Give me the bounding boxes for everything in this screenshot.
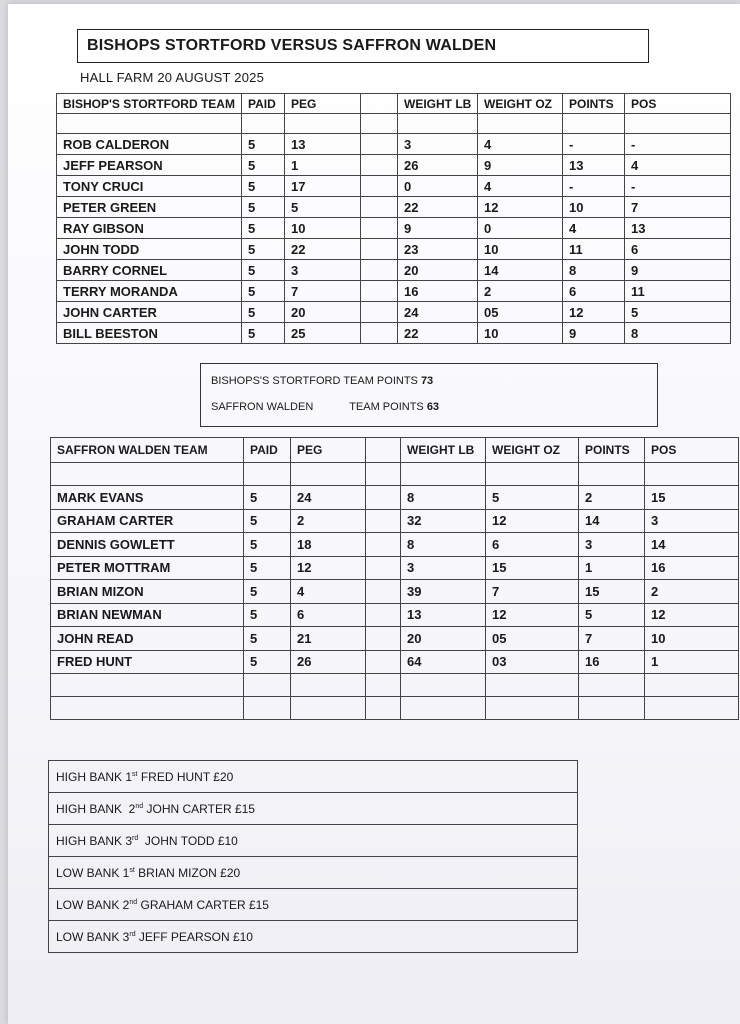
spacer-cell — [361, 239, 398, 260]
points-cell: - — [563, 176, 625, 197]
peg-cell: 18 — [291, 533, 366, 557]
paid-cell: 5 — [242, 134, 285, 155]
prize-category: LOW BANK 1 — [56, 865, 130, 880]
weight-oz-cell: 05 — [478, 302, 563, 323]
paid-cell: 5 — [244, 627, 291, 651]
weight-lb-cell: 9 — [398, 218, 478, 239]
points-cell: - — [563, 134, 625, 155]
paid-cell: 5 — [244, 509, 291, 533]
prize-row — [49, 889, 578, 921]
weight-lb-cell: 20 — [398, 260, 478, 281]
points-cell: 14 — [579, 509, 645, 533]
paid-cell: 5 — [244, 650, 291, 674]
prize-cell — [49, 857, 578, 889]
table-row — [51, 509, 739, 533]
prize-ordinal: rd — [129, 930, 136, 938]
prize-category: LOW BANK 3 — [56, 929, 130, 944]
prize-ordinal: nd — [135, 802, 144, 810]
prize-category: HIGH BANK 3 — [56, 833, 133, 848]
points-cell: 2 — [579, 486, 645, 510]
prize-cell — [49, 889, 578, 921]
paid-cell: 5 — [242, 239, 285, 260]
weight-oz-cell: 6 — [486, 533, 579, 557]
peg-cell: 7 — [285, 281, 361, 302]
weight-lb-cell: 23 — [398, 239, 478, 260]
spacer-cell — [366, 650, 401, 674]
weight-lb-cell: 24 — [398, 302, 478, 323]
peg-cell: 2 — [291, 509, 366, 533]
prize-winner: BRIAN MIZON £20 — [134, 865, 241, 880]
weight-lb-cell: 3 — [401, 556, 486, 580]
table-row — [57, 176, 731, 197]
empty-cell — [244, 463, 291, 486]
column-header: WEIGHT OZ — [486, 438, 579, 463]
empty-row — [51, 697, 739, 720]
peg-cell: 20 — [285, 302, 361, 323]
weight-oz-cell: 12 — [486, 603, 579, 627]
weight-lb-cell: 64 — [401, 650, 486, 674]
paid-cell: 5 — [242, 302, 285, 323]
points-cell: 6 — [563, 281, 625, 302]
paid-cell: 5 — [242, 155, 285, 176]
prize-cell — [49, 761, 578, 793]
prize-row — [49, 921, 578, 953]
pos-cell: 3 — [645, 509, 739, 533]
pos-cell: 8 — [625, 323, 731, 344]
prize-winner: FRED HUNT £20 — [137, 769, 234, 784]
empty-cell — [51, 463, 244, 486]
column-header: PAID — [242, 94, 285, 114]
pos-cell: - — [625, 176, 731, 197]
points-cell: 1 — [579, 556, 645, 580]
paid-cell: 5 — [242, 323, 285, 344]
empty-cell — [579, 697, 645, 720]
weight-oz-cell: 5 — [486, 486, 579, 510]
table-row — [51, 486, 739, 510]
paid-cell: 5 — [242, 260, 285, 281]
pos-cell: 15 — [645, 486, 739, 510]
angler-name: PETER MOTTRAM — [51, 556, 244, 580]
peg-cell: 4 — [291, 580, 366, 604]
column-header: WEIGHT LB — [401, 438, 486, 463]
paid-cell: 5 — [244, 580, 291, 604]
angler-name: JOHN CARTER — [57, 302, 242, 323]
team-points-box — [200, 363, 658, 427]
peg-cell: 3 — [285, 260, 361, 281]
points-cell: 8 — [563, 260, 625, 281]
bishops-team-points — [211, 375, 433, 387]
table-row — [57, 155, 731, 176]
bishops-team-table — [56, 93, 731, 344]
empty-cell — [242, 114, 285, 134]
points-cell: 10 — [563, 197, 625, 218]
prize-ordinal: st — [129, 866, 135, 874]
weight-oz-cell: 12 — [486, 509, 579, 533]
column-header: POS — [645, 438, 739, 463]
pos-cell: 16 — [645, 556, 739, 580]
weight-lb-cell: 3 — [398, 134, 478, 155]
angler-name: BILL BEESTON — [57, 323, 242, 344]
weight-lb-cell: 20 — [401, 627, 486, 651]
pos-cell: 10 — [645, 627, 739, 651]
paid-cell: 5 — [244, 603, 291, 627]
peg-cell: 25 — [285, 323, 361, 344]
spacer-cell — [366, 509, 401, 533]
spacer-cell — [361, 176, 398, 197]
prize-category: LOW BANK 2 — [56, 897, 130, 912]
weight-lb-cell: 8 — [401, 486, 486, 510]
column-header: POINTS — [563, 94, 625, 114]
empty-cell — [291, 697, 366, 720]
paid-cell: 5 — [244, 486, 291, 510]
empty-cell — [478, 114, 563, 134]
team-name: SAFFRON WALDEN — [211, 401, 314, 413]
blank-row — [57, 114, 731, 134]
pos-cell: 14 — [645, 533, 739, 557]
weight-lb-cell: 22 — [398, 197, 478, 218]
empty-cell — [57, 114, 242, 134]
angler-name: BRIAN NEWMAN — [51, 603, 244, 627]
spacer-cell — [361, 134, 398, 155]
weight-lb-cell: 26 — [398, 155, 478, 176]
empty-cell — [625, 114, 731, 134]
points-cell: 11 — [563, 239, 625, 260]
pos-cell: 1 — [645, 650, 739, 674]
table-row — [51, 603, 739, 627]
weight-oz-cell: 2 — [478, 281, 563, 302]
spacer-cell — [366, 627, 401, 651]
weight-oz-cell: 7 — [486, 580, 579, 604]
weight-lb-cell: 13 — [401, 603, 486, 627]
empty-cell — [366, 697, 401, 720]
prize-category: HIGH BANK 1 — [56, 769, 133, 784]
points-cell: 3 — [579, 533, 645, 557]
empty-cell — [361, 114, 398, 134]
table-row — [57, 134, 731, 155]
spacer-cell — [361, 218, 398, 239]
points-cell: 7 — [579, 627, 645, 651]
paid-cell: 5 — [244, 556, 291, 580]
column-header — [361, 94, 398, 114]
table-row — [51, 627, 739, 651]
empty-cell — [291, 674, 366, 697]
weight-lb-cell: 39 — [401, 580, 486, 604]
column-header: WEIGHT LB — [398, 94, 478, 114]
weight-oz-cell: 9 — [478, 155, 563, 176]
paid-cell: 5 — [242, 218, 285, 239]
column-header: PEG — [291, 438, 366, 463]
prize-ordinal: rd — [132, 834, 139, 842]
prize-row — [49, 857, 578, 889]
prize-row — [49, 793, 578, 825]
table-header-row — [57, 94, 731, 114]
empty-cell — [291, 463, 366, 486]
points-cell: 13 — [563, 155, 625, 176]
spacer-cell — [366, 533, 401, 557]
weight-oz-cell: 12 — [478, 197, 563, 218]
team-name: BISHOPS'S STORTFORD — [211, 375, 341, 387]
spacer-cell — [366, 603, 401, 627]
column-header: POINTS — [579, 438, 645, 463]
prize-cell — [49, 921, 578, 953]
empty-cell — [366, 674, 401, 697]
column-header: WEIGHT OZ — [478, 94, 563, 114]
weight-oz-cell: 15 — [486, 556, 579, 580]
points-cell: 5 — [579, 603, 645, 627]
empty-cell — [645, 697, 739, 720]
angler-name: JOHN TODD — [57, 239, 242, 260]
angler-name: MARK EVANS — [51, 486, 244, 510]
peg-cell: 21 — [291, 627, 366, 651]
prize-ordinal: nd — [129, 898, 138, 906]
empty-row — [51, 674, 739, 697]
points-cell: 4 — [563, 218, 625, 239]
peg-cell: 26 — [291, 650, 366, 674]
peg-cell: 1 — [285, 155, 361, 176]
table-row — [57, 218, 731, 239]
spacer-cell — [366, 580, 401, 604]
empty-cell — [645, 674, 739, 697]
empty-cell — [645, 463, 739, 486]
table-row — [57, 260, 731, 281]
pos-cell: 4 — [625, 155, 731, 176]
empty-cell — [401, 674, 486, 697]
prize-winner: GRAHAM CARTER £15 — [137, 897, 269, 912]
angler-name: JEFF PEARSON — [57, 155, 242, 176]
empty-cell — [579, 463, 645, 486]
weight-oz-cell: 14 — [478, 260, 563, 281]
team-points-value: 73 — [420, 375, 434, 387]
points-cell: 15 — [579, 580, 645, 604]
empty-cell — [285, 114, 361, 134]
weight-oz-cell: 4 — [478, 134, 563, 155]
angler-name: ROB CALDERON — [57, 134, 242, 155]
prize-cell — [49, 793, 578, 825]
prize-winner: JOHN CARTER £15 — [143, 801, 255, 816]
angler-name: RAY GIBSON — [57, 218, 242, 239]
saffron-team-table — [50, 437, 739, 720]
angler-name: JOHN READ — [51, 627, 244, 651]
spacer-cell — [361, 197, 398, 218]
pos-cell: 6 — [625, 239, 731, 260]
peg-cell: 10 — [285, 218, 361, 239]
empty-cell — [398, 114, 478, 134]
spacer-cell — [361, 323, 398, 344]
empty-cell — [366, 463, 401, 486]
pos-cell: 2 — [645, 580, 739, 604]
pos-cell: 5 — [625, 302, 731, 323]
peg-cell: 6 — [291, 603, 366, 627]
table-row — [51, 556, 739, 580]
blank-row — [51, 463, 739, 486]
pos-cell: 7 — [625, 197, 731, 218]
angler-name: BARRY CORNEL — [57, 260, 242, 281]
peg-cell: 22 — [285, 239, 361, 260]
weight-oz-cell: 05 — [486, 627, 579, 651]
column-header: BISHOP'S STORTFORD TEAM — [57, 94, 242, 114]
table-row — [57, 323, 731, 344]
peg-cell: 24 — [291, 486, 366, 510]
pos-cell: 13 — [625, 218, 731, 239]
empty-cell — [244, 674, 291, 697]
angler-name: DENNIS GOWLETT — [51, 533, 244, 557]
angler-name: GRAHAM CARTER — [51, 509, 244, 533]
points-cell: 16 — [579, 650, 645, 674]
table-row — [57, 197, 731, 218]
empty-cell — [486, 697, 579, 720]
spacer-cell — [361, 260, 398, 281]
pos-cell: 12 — [645, 603, 739, 627]
saffron-team-points — [211, 401, 439, 413]
prize-list — [48, 760, 578, 953]
table-row — [57, 239, 731, 260]
table-row — [57, 302, 731, 323]
prize-cell — [49, 825, 578, 857]
weight-lb-cell: 8 — [401, 533, 486, 557]
empty-cell — [401, 463, 486, 486]
column-header: SAFFRON WALDEN TEAM — [51, 438, 244, 463]
weight-oz-cell: 10 — [478, 239, 563, 260]
peg-cell: 13 — [285, 134, 361, 155]
column-header: POS — [625, 94, 731, 114]
points-cell: 12 — [563, 302, 625, 323]
pos-cell: 11 — [625, 281, 731, 302]
empty-cell — [486, 463, 579, 486]
weight-lb-cell: 16 — [398, 281, 478, 302]
venue-date: HALL FARM 20 AUGUST 2025 — [80, 70, 264, 85]
spacer-cell — [361, 281, 398, 302]
team-points-label: TEAM POINTS — [343, 375, 418, 387]
weight-oz-cell: 03 — [486, 650, 579, 674]
points-cell: 9 — [563, 323, 625, 344]
spacer-cell — [366, 556, 401, 580]
prize-row — [49, 761, 578, 793]
angler-name: PETER GREEN — [57, 197, 242, 218]
angler-name: TONY CRUCI — [57, 176, 242, 197]
prize-ordinal: st — [132, 770, 138, 778]
weight-oz-cell: 10 — [478, 323, 563, 344]
table-header-row — [51, 438, 739, 463]
paid-cell: 5 — [242, 176, 285, 197]
table-row — [51, 650, 739, 674]
table-row — [51, 580, 739, 604]
page-title: BISHOPS STORTFORD VERSUS SAFFRON WALDEN — [77, 29, 649, 63]
empty-cell — [51, 697, 244, 720]
pos-cell: - — [625, 134, 731, 155]
table-row — [57, 281, 731, 302]
empty-cell — [401, 697, 486, 720]
peg-cell: 17 — [285, 176, 361, 197]
weight-lb-cell: 22 — [398, 323, 478, 344]
prize-category: HIGH BANK 2 — [56, 801, 136, 816]
spacer-cell — [366, 486, 401, 510]
prize-row — [49, 825, 578, 857]
weight-lb-cell: 32 — [401, 509, 486, 533]
paid-cell: 5 — [242, 281, 285, 302]
empty-cell — [244, 697, 291, 720]
empty-cell — [486, 674, 579, 697]
prize-winner: JOHN TODD £10 — [138, 833, 238, 848]
team-points-value: 63 — [426, 401, 440, 413]
pos-cell: 9 — [625, 260, 731, 281]
table-row — [51, 533, 739, 557]
empty-cell — [579, 674, 645, 697]
column-header: PEG — [285, 94, 361, 114]
column-header: PAID — [244, 438, 291, 463]
angler-name: TERRY MORANDA — [57, 281, 242, 302]
peg-cell: 12 — [291, 556, 366, 580]
weight-oz-cell: 4 — [478, 176, 563, 197]
peg-cell: 5 — [285, 197, 361, 218]
paid-cell: 5 — [242, 197, 285, 218]
team-points-label: TEAM POINTS — [349, 401, 424, 413]
prize-winner: JEFF PEARSON £10 — [135, 929, 253, 944]
spacer-cell — [361, 302, 398, 323]
angler-name: BRIAN MIZON — [51, 580, 244, 604]
weight-lb-cell: 0 — [398, 176, 478, 197]
column-header — [366, 438, 401, 463]
empty-cell — [51, 674, 244, 697]
empty-cell — [563, 114, 625, 134]
angler-name: FRED HUNT — [51, 650, 244, 674]
weight-oz-cell: 0 — [478, 218, 563, 239]
paid-cell: 5 — [244, 533, 291, 557]
spacer-cell — [361, 155, 398, 176]
